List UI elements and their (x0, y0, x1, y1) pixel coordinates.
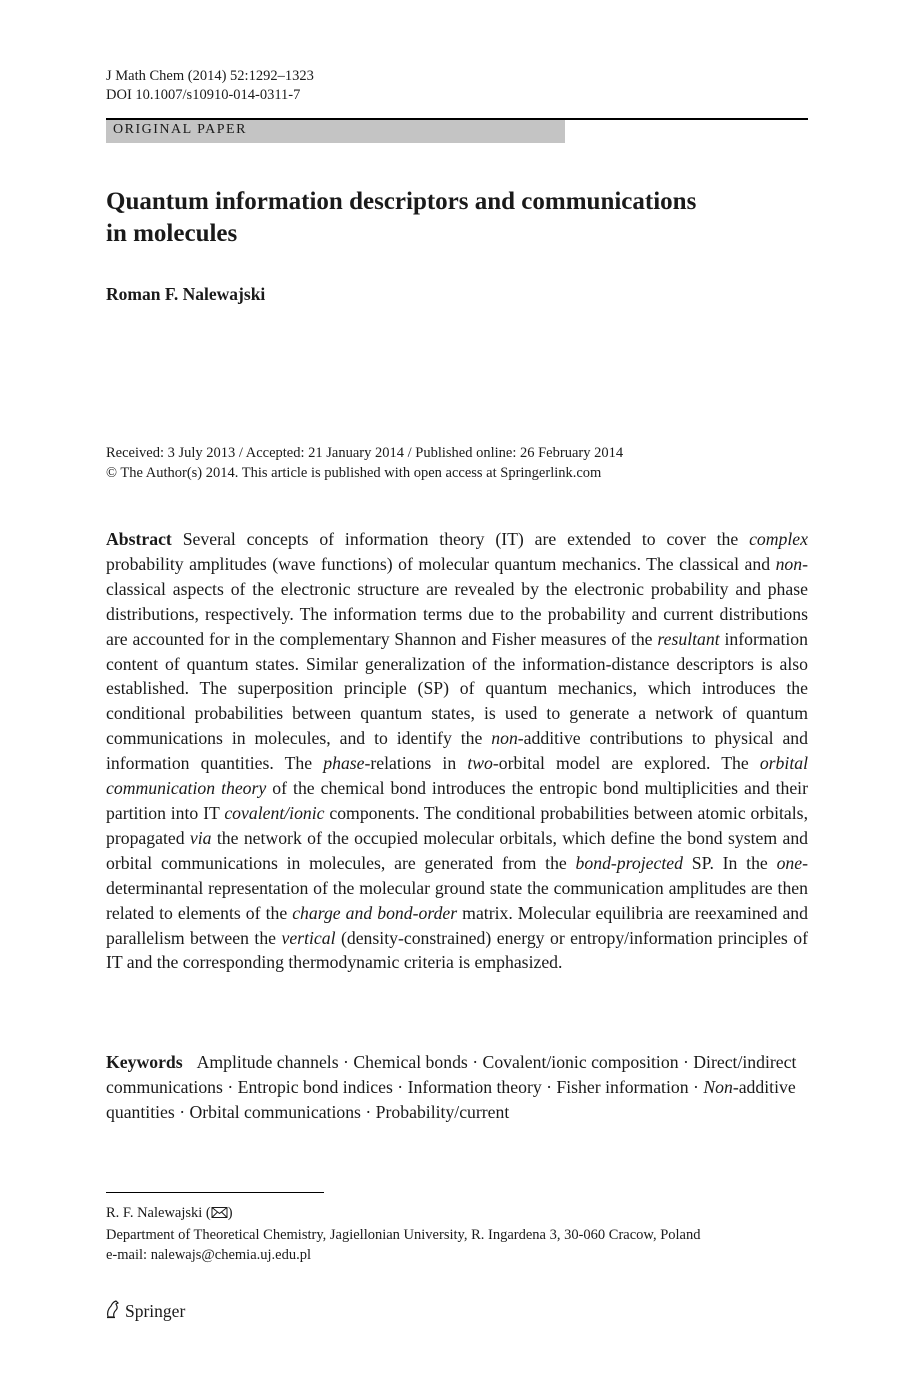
publication-info (106, 443, 623, 483)
envelope-icon (211, 1205, 228, 1225)
keywords-body (106, 1052, 796, 1122)
article-type-label: ORIGINAL PAPER (113, 122, 247, 137)
abstract-segment: (density-constrained) energy or entropy/information principles of IT and the corresponding thermodynamic criteria is emphasized. (106, 927, 808, 973)
footnote-paren-close: ) (227, 1205, 233, 1221)
abstract-segment: covalent/ionic (224, 802, 325, 823)
footnote-author-name: R. F. Nalewajski ( (106, 1205, 211, 1221)
paper-title-line-2: in molecules (106, 220, 238, 247)
abstract-segment: -additive contributions to physical and information quantities. The (106, 728, 808, 774)
abstract (106, 527, 808, 975)
footnote-divider (106, 1192, 324, 1193)
keywords-segment: Amplitude channels · Chemical bonds · Covalent/ionic composition · Direct/indirect communications · Entropic bond indices · Information theory · Fisher information · (106, 1052, 797, 1097)
abstract-segment: one (776, 852, 803, 873)
abstract-segment: via (189, 827, 212, 848)
article-type-bar (106, 118, 808, 143)
copyright-notice: © The Author(s) 2014. This article is published with open access at Springerlink.com (106, 465, 602, 481)
keywords-segment: Non (703, 1076, 733, 1097)
abstract-segment: probability amplitudes (wave functions) of molecular quantum mechanics. The classical and (106, 553, 776, 574)
abstract-segment: -relations in (364, 753, 468, 774)
doi: DOI 10.1007/s10910-014-0311-7 (106, 87, 301, 103)
springer-horse-icon (104, 1299, 125, 1324)
author-affiliation: Department of Theoretical Chemistry, Jagiellonian University, R. Ingardena 3, 30-060 Cracow, Poland (106, 1227, 701, 1243)
keywords (106, 1050, 808, 1125)
abstract-segment: resultant (657, 628, 720, 649)
abstract-segment: two (467, 753, 493, 774)
author-email: e-mail: nalewajs@chemia.uj.edu.pl (106, 1247, 312, 1263)
abstract-segment: -orbital model are explored. The (492, 753, 760, 774)
abstract-segment: -determinantal representation of the molecular ground state the communication amplitudes are then related to elements of the (106, 852, 808, 923)
publisher-logo (104, 1299, 185, 1324)
abstract-segment: vertical (281, 927, 336, 948)
corresponding-author (106, 1203, 806, 1225)
journal-meta (106, 67, 314, 105)
abstract-segment: components. The conditional probabilities between atomic orbitals, propagated (106, 802, 808, 848)
abstract-segment: orbital communication theory (106, 753, 808, 799)
abstract-segment: the network of the occupied molecular orbitals, which define the bond system and orbital communications in molecules, are generated from the (106, 827, 809, 873)
publisher-name: Springer (125, 1301, 186, 1321)
abstract-segment: non (775, 553, 803, 574)
abstract-segment: bond-projected (575, 852, 683, 873)
publication-dates: Received: 3 July 2013 / Accepted: 21 January 2014 / Published online: 26 February 2014 (106, 445, 624, 461)
abstract-segment: phase (323, 753, 365, 774)
abstract-segment: Several concepts of information theory (IT) are extended to cover the (182, 529, 750, 549)
abstract-segment: SP. In the (682, 852, 777, 873)
abstract-segment: matrix. Molecular equilibria are reexamined and parallelism between the (106, 902, 808, 948)
keywords-segment: -additive quantities · Orbital communications · Probability/current (106, 1076, 796, 1122)
abstract-segment: information content of quantum states. Similar generalization of the information-distance descriptors is also established. The superposition principle (SP) of quantum mechanics, which introduces the conditional probabilities between quantum states, is used to generate a network of quantum communications in molecules, and to identify the (106, 628, 808, 749)
abstract-segment: -classical aspects of the electronic structure are revealed by the electronic probability and phase distributions, respectively. The information terms due to the probability and current distributions are accounted for in the complementary Shannon and Fisher measures of the (106, 553, 808, 649)
abstract-segment: of the chemical bond introduces the entropic bond multiplicities and their partition into IT (106, 778, 808, 823)
abstract-segment: charge and bond-order (292, 902, 458, 923)
abstract-body (106, 529, 808, 972)
abstract-heading: Abstract (106, 529, 172, 549)
keywords-heading: Keywords (106, 1052, 183, 1072)
paper-title-line-1: Quantum information descriptors and communications (106, 188, 697, 215)
author-footnote (106, 1203, 806, 1265)
paper-title (106, 186, 806, 250)
abstract-segment: complex (749, 529, 809, 549)
abstract-segment: non (491, 728, 518, 749)
author-name: Roman F. Nalewajski (106, 284, 266, 304)
journal-citation: J Math Chem (2014) 52:1292–1323 (106, 68, 314, 84)
